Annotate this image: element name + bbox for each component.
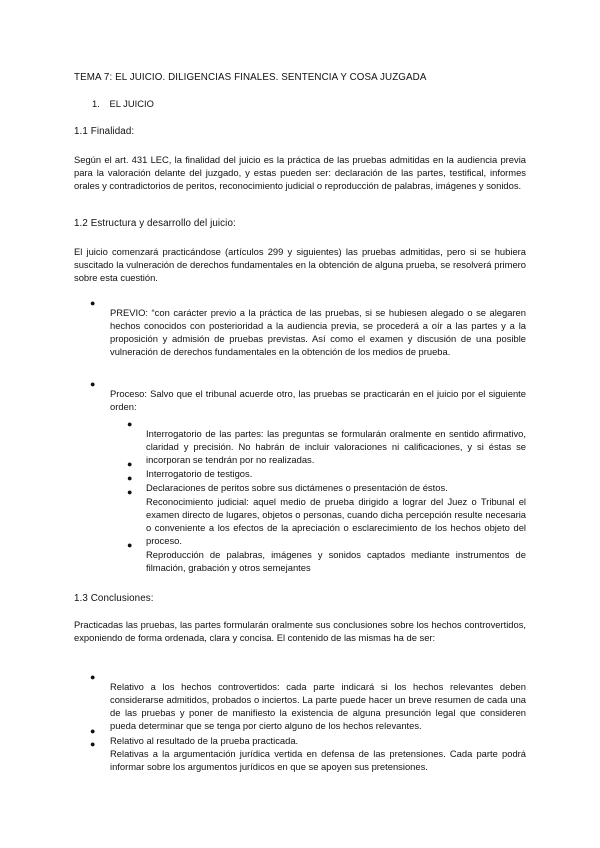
list-item-proceso: Proceso: Salvo que el tribunal acuerde otro, las pruebas se practicarán en el juicio por el siguiente orden: [110, 388, 526, 413]
bullet-icon: ● [90, 726, 96, 736]
bullet-icon: ● [90, 379, 96, 389]
paragraph-estructura-intro: El juicio comenzará practicándose (artículos 299 y siguientes) las pruebas admitidas, pero si se hubiera suscitado la vulneración de derechos fundamentales en la obtención de alguna prueba, se resolverá primero sobre esta cuestión. [74, 246, 526, 283]
list-item-resultado-prueba: Relativo al resultado de la prueba practicada. [110, 735, 299, 747]
section-label: EL JUICIO [109, 98, 154, 109]
paragraph-finalidad: Según el art. 431 LEC, la finalidad del juicio es la práctica de las pruebas admitidas en la audiencia previa para la valoración delante del juzgado, y estas pueden ser: declaración de las partes, testifical, informes orales y contradictorios de peritos, reconocimiento judicial o reproducción de palabras, imágenes y sonidos. [74, 154, 526, 191]
list-item-argumentacion-juridica: Relativas a la argumentación jurídica vertida en defensa de las pretensiones. Cada parte podrá informar sobre los argumentos jurídicos en que se apoyen sus pretensiones. [110, 748, 526, 773]
paragraph-conclusiones-intro: Practicadas las pruebas, las partes formularán oralmente sus conclusiones sobre los hechos controvertidos, exponiendo de forma ordenada, clara y concisa. El contenido de las mismas ha de ser: [74, 619, 526, 643]
bullet-icon: ● [127, 473, 133, 483]
section-number: 1. [92, 98, 100, 109]
bullet-icon: ● [127, 419, 133, 429]
bullet-icon: ● [90, 739, 96, 749]
list-item-reconocimiento-judicial: Reconocimiento judicial: aquel medio de prueba dirigido a lograr del Juez o Tribunal el examen directo de lugares, objetos o personas, cuando dicha percepción resulte necesaria o conveniente a los efectos de la apreciación o esclarecimiento de los hechos objeto del proceso. [146, 496, 526, 547]
bullet-icon: ● [90, 298, 96, 308]
list-item-interrogatorio-partes: Interrogatorio de las partes: las preguntas se formularán oralmente en sentido afirmativo, claridad y precisión. No habrán de incluir valoraciones ni calificaciones, y si éstas se incorporan se tendrán por no realizadas. [146, 428, 526, 466]
subheading-estructura: 1.2 Estructura y desarrollo del juicio: [74, 218, 236, 229]
bullet-icon: ● [127, 540, 133, 550]
list-item-reproduccion: Reproducción de palabras, imágenes y sonidos captados mediante instrumentos de filmación, grabación y otros semejantes [146, 549, 526, 574]
subheading-conclusiones: 1.3 Conclusiones: [74, 593, 154, 604]
subheading-finalidad: 1.1 Finalidad: [74, 126, 135, 137]
bullet-icon: ● [90, 672, 96, 682]
list-item-declaraciones-peritos: Declaraciones de peritos sobre sus dictámenes o presentación de éstos. [146, 482, 448, 494]
list-item-hechos-controvertidos: Relativo a los hechos controvertidos: cada parte indicará si los hechos relevantes deben considerarse admitidos, probados o inciertos. La parte puede hacer un breve resumen de cada una de las pruebas y poner de manifiesto la existencia de alguna presunción legal que consideren pueda determinar que se tenga por cierto alguno de los hechos relevantes. [110, 681, 526, 732]
bullet-icon: ● [127, 487, 133, 497]
section-heading-el-juicio [92, 97, 392, 110]
bullet-icon: ● [127, 459, 133, 469]
page-title: TEMA 7: EL JUICIO. DILIGENCIAS FINALES. SENTENCIA Y COSA JUZGADA [74, 72, 427, 83]
list-item-previo: PREVIO: “con carácter previo a la práctica de las pruebas, si se hubiesen alegado o se alegaren hechos conocidos con posterioridad a la audiencia previa, se procederá a oír a las partes y a la proposición y admisión de pruebas previstas. Así como el examen y discusión de una posible vulneración de derechos fundamentales en la obtención de los medios de prueba. [110, 307, 526, 358]
list-item-interrogatorio-testigos: Interrogatorio de testigos. [146, 468, 253, 480]
